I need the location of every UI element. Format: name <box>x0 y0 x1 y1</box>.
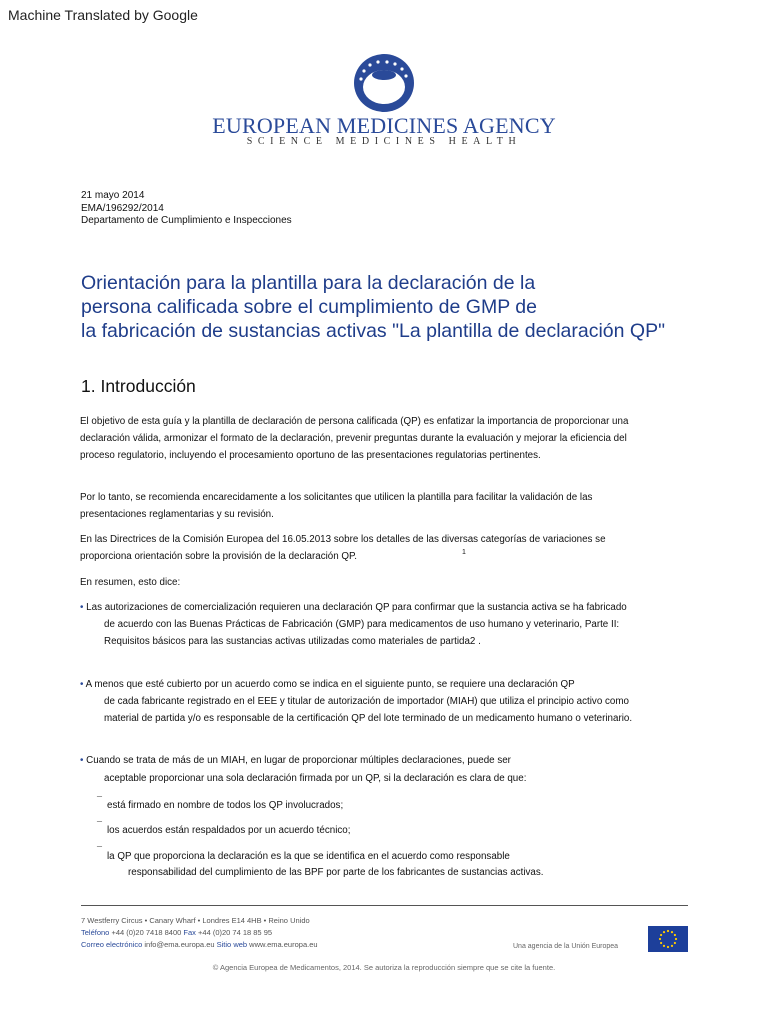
phone-number: +44 (0)20 7418 8400 <box>111 928 182 937</box>
paragraph-line: declaración válida, armonizar el formato de la declaración, prevenir preguntas durante la evaluación y mejorar la eficiencia del <box>80 433 627 444</box>
section-heading: 1. Introducción <box>81 376 196 396</box>
document-reference: EMA/196292/2014 <box>81 202 164 214</box>
paragraph-line: En las Directrices de la Comisión Europea del 16.05.2013 sobre los detalles de las diversas categorías de variaciones se <box>80 534 606 545</box>
footer-address: 7 Westferry Circus • Canary Wharf • Londres E14 4HB • Reino Unido <box>81 916 310 925</box>
copyright-notice: © Agencia Europea de Medicamentos, 2014. Se autoriza la reproducción siempre que se cite la fuente. <box>212 963 556 972</box>
web-link[interactable]: www.ema.europa.eu <box>249 940 318 949</box>
footer-divider <box>81 905 688 906</box>
sub-item: la QP que proporciona la declaración es la que se identifica en el acuerdo como responsable <box>107 851 510 862</box>
bullet-continuation: material de partida y/o es responsable de la certificación QP del lote terminado de un medicamento humano o veterinario. <box>104 713 633 724</box>
bullet-item: • A menos que esté cubierto por un acuerdo como se indica en el siguiente punto, se requiere una declaración QP <box>80 679 575 690</box>
title-line: Orientación para la plantilla para la declaración de la <box>81 272 536 294</box>
paragraph-line: presentaciones reglamentarias y su revisión. <box>80 509 274 520</box>
bullet-icon: • <box>80 602 84 613</box>
email-label: Correo electrónico <box>81 940 143 949</box>
paragraph-directives <box>80 531 680 565</box>
phone-label: Teléfono <box>81 928 110 937</box>
page-title <box>81 271 731 343</box>
fax-number: +44 (0)20 74 18 85 95 <box>198 928 273 937</box>
bullet-icon: • <box>80 755 84 766</box>
bullet-continuation: de cada fabricante registrado en el EEE y titular de autorización de importador (MIAH) que utiliza el principio activo como <box>104 696 629 707</box>
web-label: Sitio web <box>216 940 248 949</box>
footer-phone-line <box>81 928 272 937</box>
agency-name: EUROPEAN MEDICINES AGENCY <box>212 113 556 138</box>
bullet-continuation: aceptable proporcionar una sola declaración firmada por un QP, si la declaración es clara de que: <box>104 773 527 784</box>
document-date: 21 mayo 2014 <box>81 190 145 201</box>
machine-translation-banner: Machine Translated by Google <box>8 7 198 23</box>
document-meta <box>81 190 292 228</box>
bullet-item: • Cuando se trata de más de un MIAH, en lugar de proporcionar múltiples declaraciones, puede ser <box>80 755 511 766</box>
paragraph-line: proporciona orientación sobre la provisión de la declaración QP. <box>80 551 358 562</box>
sub-item: los acuerdos están respaldados por un acuerdo técnico; <box>107 825 351 836</box>
bullet-continuation: Requisitos básicos para las sustancias activas utilizadas como materiales de partida2 . <box>104 636 481 647</box>
logo-center-mark <box>372 70 396 80</box>
paragraph-recommendation <box>80 489 680 523</box>
eu-flag-icon <box>648 926 688 952</box>
dash-marker: ¯ <box>97 795 102 805</box>
agency-tagline: SCIENCE MEDICINES HEALTH <box>246 136 522 147</box>
paragraph-summary: En resumen, esto dice: <box>80 577 181 588</box>
title-line: la fabricación de sustancias activas "La plantilla de declaración QP" <box>81 320 666 342</box>
bullet-continuation: de acuerdo con las Buenas Prácticas de Fabricación (GMP) para medicamentos de uso humano y veterinario, Parte II: <box>104 619 620 630</box>
paragraph-line: El objetivo de esta guía y la plantilla de declaración de persona calificada (QP) es enfatizar la importancia de proporcionar una <box>80 416 629 427</box>
footnote-reference[interactable]: 1 <box>462 549 466 556</box>
dash-marker: ¯ <box>97 820 102 830</box>
paragraph-line: proceso regulatorio, incluyendo el procesamiento oportuno de las presentaciones regulatorias pertinentes. <box>80 450 541 461</box>
eu-agency-label: Una agencia de la Unión Europea <box>513 943 619 950</box>
paragraph-line: Por lo tanto, se recomienda encarecidamente a los solicitantes que utilicen la plantilla para facilitar la validación de las <box>80 492 593 503</box>
sub-item-continuation: responsabilidad del cumplimiento de las BPF por parte de los fabricantes de sustancias activas. <box>128 867 544 878</box>
fax-label: Fax <box>183 928 196 937</box>
footer-contact-line <box>81 940 318 949</box>
title-line: persona calificada sobre el cumplimiento de GMP de <box>81 296 537 318</box>
paragraph-objective <box>80 413 680 464</box>
sub-item: está firmado en nombre de todos los QP involucrados; <box>107 800 344 811</box>
email-link[interactable]: info@ema.europa.eu <box>144 940 215 949</box>
bullet-item: • Las autorizaciones de comercialización requieren una declaración QP para confirmar que la sustancia activa se ha fabricado <box>80 602 627 613</box>
bullet-icon: • <box>80 679 84 690</box>
department-name: Departamento de Cumplimiento e Inspecciones <box>81 215 292 226</box>
dash-marker: ¯ <box>97 845 102 855</box>
